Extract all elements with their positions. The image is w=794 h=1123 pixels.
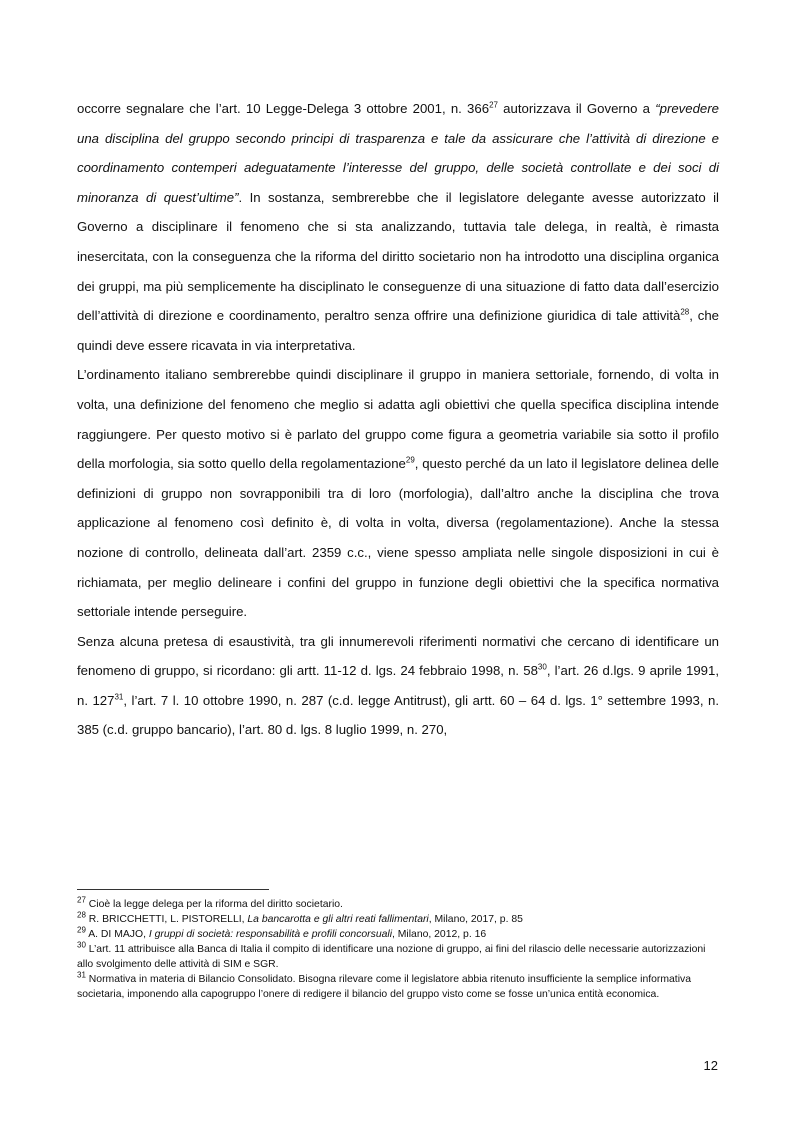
footnotes <box>77 897 719 1002</box>
body-text <box>77 94 719 745</box>
page-number: 12 <box>703 1058 718 1073</box>
paragraph-2-text-b: , questo perché da un lato il legislatore delinea delle definizioni di gruppo non sovrapponibili tra di loro (morfologia), dall’altro anche la disciplina che trova applicazione al fenomeno così definito è, di volta in volta, diversa (regolamentazione). Anche la stessa nozione di controllo, delineata dall’art. 2359 c.c., viene spesso ampliata nelle singole disposizioni in cui è richiamata, per meglio delineare i confini del gruppo in funzione degli obiettivi che la specifica normativa settoriale intende perseguire. <box>77 456 719 620</box>
paragraph-1-text-c: . In sostanza, sembrerebbe che il legislatore delegante avesse autorizzato il Governo a disciplinare il fenomeno che si sta analizzando, tuttavia tale delega, in realtà, è rimasta inesercitata, con la conseguenza che la riforma del diritto societario non ha introdotto una disciplina organica dei gruppi, ma più semplicemente ha disciplinato le conseguenze di una situazione di fatto data dall’esercizio dell’attività di direzione e coordinamento, peraltro senza offrire una definizione giuridica di tale attività <box>77 189 719 324</box>
footnote-29 <box>77 927 719 942</box>
footnote-text: L’art. 11 attribuisce alla Banca di Italia il compito di identificare una nozione di gruppo, ai fini del rilascio delle necessarie autorizzazioni allo svolgimento delle attività di SIM e SGR. <box>77 944 706 970</box>
paragraph-3 <box>77 627 719 745</box>
footnote-27 <box>77 897 719 912</box>
footnote-separator <box>77 889 269 890</box>
footnote-number: 28 <box>77 910 86 920</box>
footnote-number: 27 <box>77 895 86 905</box>
footnote-ref-31: 31 <box>114 692 124 702</box>
paragraph-3-text-c: , l’art. 7 l. 10 ottobre 1990, n. 287 (c.d. legge Antitrust), gli artt. 60 – 64 d. lgs. 1° settembre 1993, n. 385 (c.d. gruppo bancario), l’art. 80 d. lgs. 8 luglio 1999, n. 270, <box>77 692 720 738</box>
footnote-text-end: , Milano, 2012, p. 16 <box>392 929 487 940</box>
paragraph-3-text-b: , l’art. 26 d.lgs. 9 aprile 1991, n. 127 <box>77 663 720 708</box>
footnote-30 <box>77 942 719 972</box>
footnote-number: 29 <box>77 925 86 935</box>
footnote-text: Cioè la legge delega per la riforma del diritto societario. <box>85 899 343 910</box>
paragraph-3-text-a: Senza alcuna pretesa di esaustività, tra gli innumerevoli riferimenti normativi che cercano di identificare un fenomeno di gruppo, si ricordano: gli artt. 11-12 d. lgs. 24 febbraio 1998, n. 58 <box>77 633 719 679</box>
paragraph-1-text-d: , che quindi deve essere ricavata in via interpretativa. <box>77 308 720 353</box>
footnote-title: I gruppi di società: responsabilità e profili concorsuali <box>148 929 392 940</box>
footnote-ref-30: 30 <box>537 662 547 672</box>
footnote-number: 31 <box>77 970 86 980</box>
footnote-text: R. BRICCHETTI, L. PISTORELLI, <box>85 914 248 925</box>
paragraph-2-text-a: L’ordinamento italiano sembrerebbe quindi disciplinare il gruppo in maniera settoriale, fornendo, di volta in volta, una definizione del fenomeno che meglio si adatta agli obiettivi che quella specifica disciplina intende raggiungere. Per questo motivo si è parlato del gruppo come figura a geometria variabile sia sotto il profilo della morfologia, sia sotto quello della regolamentazione <box>77 367 719 472</box>
footnote-text: Normativa in materia di Bilancio Consolidato. Bisogna rilevare come il legislatore abbia ritenuto insufficiente la semplice informativa societaria, imponendo alla capogruppo l’onere di redigere il bilancio del gruppo visto come se fosse un’unica entità economica. <box>77 974 691 1000</box>
footnote-text: A. DI MAJO, <box>85 929 149 940</box>
paragraph-1-text-a: occorre segnalare che l’art. 10 Legge-Delega 3 ottobre 2001, n. 366 <box>77 101 490 116</box>
footnote-number: 30 <box>77 940 86 950</box>
footnote-text-end: , Milano, 2017, p. 85 <box>428 914 523 925</box>
footnote-ref-27: 27 <box>489 100 498 110</box>
paragraph-1 <box>77 94 719 360</box>
footnote-title: La bancarotta e gli altri reati fallimentari <box>247 914 429 925</box>
paragraph-2 <box>77 360 719 626</box>
footnote-ref-28: 28 <box>680 307 690 317</box>
footnote-31 <box>77 972 719 1002</box>
paragraph-1-quote: “prevedere una disciplina del gruppo secondo principi di trasparenza e tale da assicurare che l’attività di direzione e coordinamento contemperi adeguatamente l’interesse del gruppo, delle società controllate e dei soci di minoranza di quest’ultime” <box>77 101 719 205</box>
footnote-ref-29: 29 <box>405 455 415 465</box>
footnote-28 <box>77 912 719 927</box>
paragraph-1-text-b: autorizzava il Governo a <box>497 101 656 116</box>
